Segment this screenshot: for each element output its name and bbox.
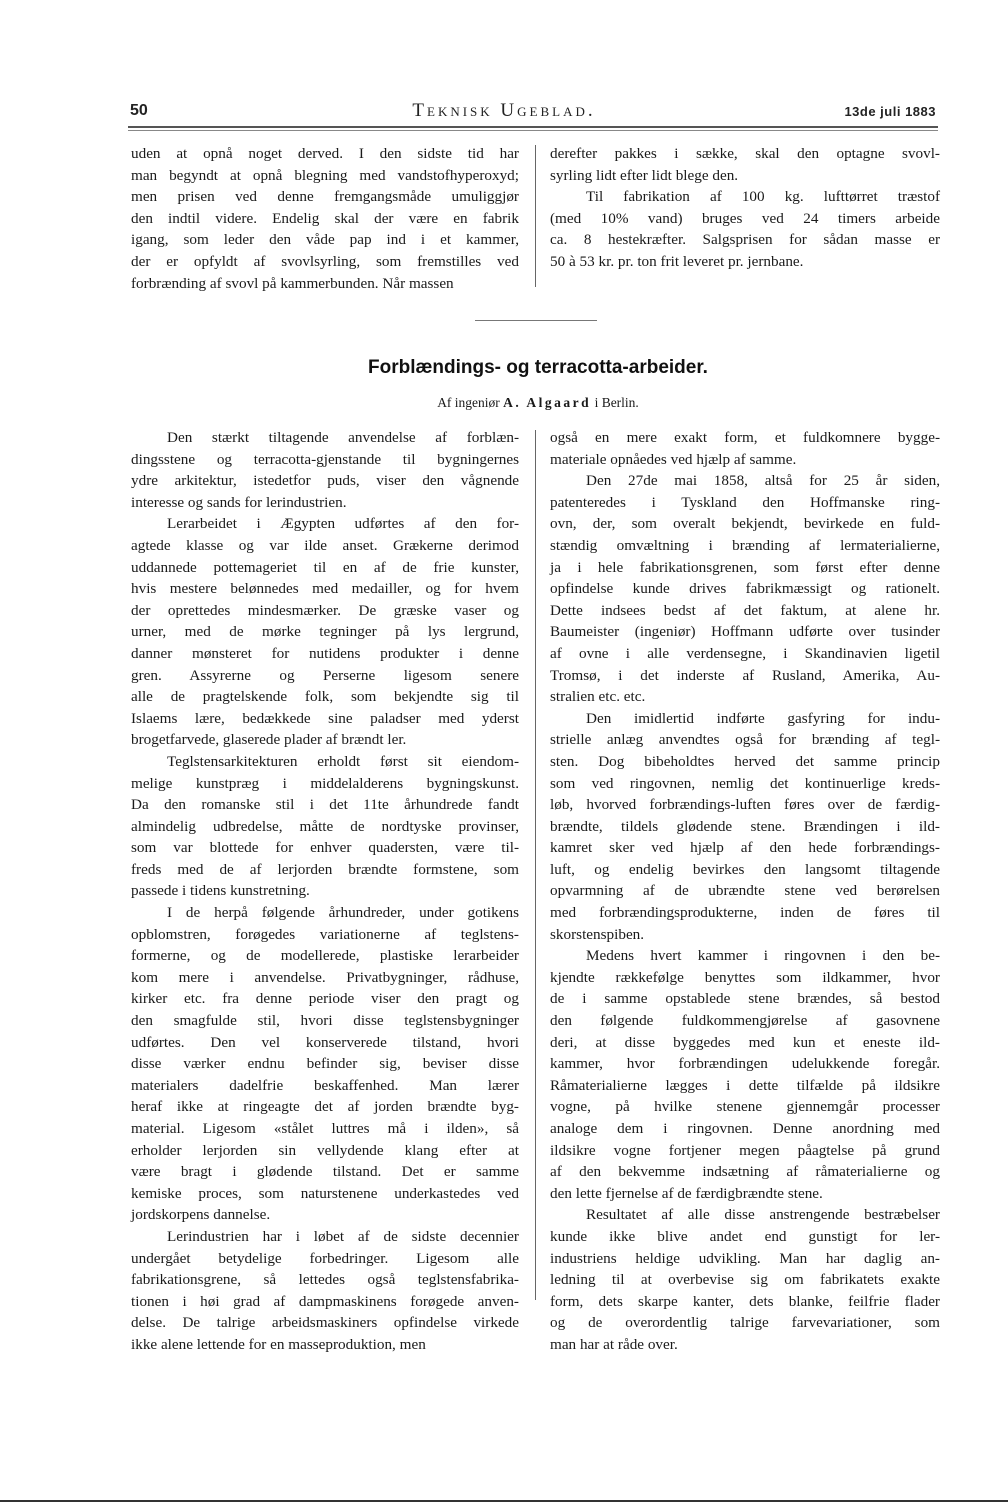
text-line: undergået betydelige forbedringer. Ligesom alle <box>131 1249 519 1267</box>
text-line: brændte, tildels glødende stene. Brændingen i ild- <box>550 817 940 835</box>
text-line: udførtes. Den vel konserverede tilstand, hvori <box>131 1033 519 1051</box>
text-line: opvarmning af de ubrændte stene ved berørelsen <box>550 882 940 900</box>
text-line: forbrænding af svovl på kammerbunden. Når massen <box>131 274 454 292</box>
text-line: kunde ikke blive andet end gunstigt for ler- <box>550 1227 940 1245</box>
text-line: opfindelse kunde drives fabrikmæssigt og rationelt. <box>550 580 940 598</box>
text-line: vogne, på hvilke stenene gjennemgår processer <box>550 1098 940 1116</box>
text-line: der er opfyldt af svovlsyrling, som fremstilles ved <box>131 252 519 270</box>
text-line: danner mønsteret for nutidens produkter i denne <box>131 644 519 662</box>
text-line: fabrikationsgrene, så lettedes også teglstensfabrika- <box>131 1271 519 1289</box>
text-line: passede i tidens kunstretning. <box>131 882 310 900</box>
text-line: være bragt i glødende tilstand. Det er samme <box>131 1163 519 1181</box>
text-line: Den stærkt tiltagende anvendelse af forblæn- <box>167 429 519 446</box>
text-line: den følgende fuldkommengjørelse af gasovnene <box>550 1012 940 1030</box>
text-line: patenteredes i Tyskland den Hoffmanske ring- <box>550 493 940 511</box>
byline-suffix: i Berlin. <box>594 395 639 410</box>
previous-article-right-column <box>550 143 940 273</box>
text-line: kammer, hvor forbrændingen udelukkende foregår. <box>550 1055 940 1073</box>
text-line: Lerarbeidet i Ægypten udførtes af den for- <box>167 515 519 533</box>
text-line: luft, og endelig bevirkes den langsomt tiltagende <box>550 860 940 878</box>
text-line: analoge dem i ringovnen. Denne anordning med <box>550 1120 940 1137</box>
text-line: alle de pragtelskende folk, som bekjendte sig til <box>131 688 519 706</box>
text-line: melige kunstpræg i middelalderens bygningskunst. <box>131 774 519 792</box>
text-line: agtede klasse og var ilde anset. Grækerne derimod <box>131 536 519 554</box>
text-line: uden at opnå noget derved. I den sidste tid har <box>131 145 519 162</box>
text-line: af ovne i alle verdensegne, i Skandinavien ligetil <box>550 644 940 662</box>
text-line: kemiske proces, som naturstenene underkastedes ved <box>131 1184 519 1202</box>
text-line: hvis mestere belønnedes med medailler, og for hvem <box>131 580 519 598</box>
section-divider <box>475 320 597 321</box>
issue-date: 13de juli 1883 <box>844 104 936 119</box>
text-line: ildsikre vogne fortjener megen påagtelse på grund <box>550 1141 940 1159</box>
text-line: heraf ikke at ringeagte det af jorden brændte byg- <box>131 1098 519 1116</box>
previous-article-left-column <box>131 143 519 294</box>
column-separator-main <box>535 430 536 1300</box>
text-line: igang, som leder den våde pap ind i et kammer, <box>131 231 519 249</box>
text-line: Dette indsees bedst af det faktum, at alene hr. <box>550 601 940 619</box>
text-line: ja i hele fabrikationsgrenen, som først efter denne <box>550 558 940 576</box>
text-line: ledning til at overbevise sig om fabrikatets exakte <box>550 1271 940 1289</box>
byline-author: A. Algaard <box>503 395 592 410</box>
header-rule-thin <box>128 130 938 131</box>
text-line: gren. Assyrerne og Perserne ligesom senere <box>131 666 519 684</box>
text-line: uddannede pottemageriet til en af de frie kunster, <box>131 558 519 576</box>
text-line: materiale opnåedes ved hjælp af samme. <box>550 450 797 468</box>
text-line: interesse og sands for lerindustrien. <box>131 493 347 511</box>
text-line: den smagfulde stil, hvori disse teglstensbygninger <box>131 1012 519 1030</box>
text-line: Den imidlertid indførte gasfyring for indu- <box>586 709 940 727</box>
header-rule <box>128 126 938 128</box>
text-line: ydre arkitektur, istedetfor puds, viser den vågnende <box>131 472 519 490</box>
article-left-column <box>131 427 519 1356</box>
text-line: også en mere exakt form, et fuldkomnere bygge- <box>550 429 940 446</box>
text-line: Tromsø, i det inderste af Rusland, Amerika, Au- <box>550 666 940 684</box>
text-line: derefter pakkes i sække, skal den optagne svovl- <box>550 145 940 162</box>
text-line: men prisen ved denne fremgangsmåde umuliggjør <box>131 188 519 206</box>
text-line: disse værker endnu befinder sig, beviser disse <box>131 1055 519 1073</box>
text-line: Resultatet af alle disse anstrengende bestræbelser <box>586 1206 940 1224</box>
text-line: af den bekvemme indsætning af råmaterialierne og <box>550 1163 940 1181</box>
text-line: erholder lerjorden sin vellydende klang efter at <box>131 1141 519 1159</box>
article-title: Forblændings- og terracotta-arbeider. <box>368 357 708 378</box>
text-line: brogetfarvede, glaserede plader af brændt ler. <box>131 731 407 749</box>
text-line: tionen i høi grad af dampmaskinens forøgede anven- <box>131 1292 519 1310</box>
text-line: materialers dadelfrie beskaffenhed. Man lærer <box>131 1076 519 1094</box>
text-line: almindelig udbredelse, måtte de nordtyske provinser, <box>131 817 519 835</box>
text-line: Da den romanske stil i det 11te århundrede fandt <box>131 796 519 814</box>
text-line: strielle anlæg anvendtes også for brænding af tegl- <box>550 731 940 749</box>
publication-masthead: Teknisk Ugeblad. <box>412 100 596 121</box>
page-number: 50 <box>130 102 148 119</box>
text-line: man har at råde over. <box>550 1335 678 1353</box>
text-line: I de herpå følgende århundreder, under gotikens <box>167 904 519 922</box>
article-right-column <box>550 427 940 1356</box>
page-bottom-edge <box>0 1500 1008 1502</box>
text-line: Den 27de mai 1858, altså for 25 år siden, <box>586 472 940 490</box>
text-line: syrling lidt efter lidt blege den. <box>550 166 739 184</box>
text-line: jordskorpens dannelse. <box>131 1206 271 1224</box>
text-line: ovn, der, som overalt bekjendt, bevirkede en fuld- <box>550 515 940 533</box>
text-line: som ved ringovnen, nemlig det kontinuerlige kreds- <box>550 774 940 792</box>
text-line: sten. Dog bibeholdtes herved det samme princip <box>550 752 940 770</box>
text-line: skorstenspiben. <box>550 925 645 943</box>
text-line: (med 10% vand) bruges ved 24 timers arbeide <box>550 209 940 227</box>
text-line: der oprettedes mindesmærker. De græske vaser og <box>131 601 519 619</box>
text-line: Baumeister (ingeniør) Hoffmann udførte over tusinder <box>550 623 940 641</box>
text-line: og de overordentlig talrige farvevariationer, som <box>550 1314 940 1332</box>
text-line: material. Ligesom «stålet luttres må i ilden», så <box>131 1120 519 1137</box>
text-line: 50 à 53 kr. pr. ton frit leveret pr. jernbane. <box>550 252 804 270</box>
text-line: løb, hvorved forbrændings-luften føres over de færdig- <box>550 796 940 814</box>
text-line: dingsstene og terracotta-gjenstande til bygningernes <box>131 450 519 468</box>
text-line: Islaems lære, bedækkede sine paladser med yderst <box>131 709 519 727</box>
text-line: Medens hvert kammer i ringovnen i den be- <box>586 947 940 965</box>
text-line: deri, at disse byggedes med kun et eneste ild- <box>550 1033 940 1051</box>
text-line: stændig omvæltning i brænding af lermaterialierne, <box>550 536 940 554</box>
text-line: industriens heldige udvikling. Man har daglig an- <box>550 1249 940 1267</box>
text-line: ikke alene lettende for en masseproduktion, men <box>131 1335 426 1353</box>
column-separator-top <box>535 145 536 287</box>
text-line: Råmaterialierne lægges i dette tilfælde på ildsikre <box>550 1076 940 1094</box>
text-line: stralien etc. etc. <box>550 688 646 706</box>
article-byline <box>0 395 1008 411</box>
text-line: Teglstensarkitekturen erholdt først sit eiendom- <box>167 752 519 770</box>
text-line: freds med de af lerjorden brændte formstene, som <box>131 860 519 878</box>
text-line: de i samme opstablede stene brændes, så bestod <box>550 990 940 1008</box>
text-line: man begyndt at opnå blegning med vandstofhyperoxyd; <box>131 166 519 184</box>
text-line: kjendte rækkefølge benyttes som ildkammer, hvor <box>550 968 940 986</box>
text-line: Lerindustrien har i løbet af de sidste decennier <box>167 1227 519 1245</box>
text-line: som var blottede for enhver quadersten, være til- <box>131 839 519 857</box>
text-line: den indtil videre. Endelig skal der være en fabrik <box>131 209 519 227</box>
text-line: ca. 8 hestekræfter. Salgsprisen for sådan masse er <box>550 231 940 249</box>
text-line: kirker etc. fra denne periode viser den pragt og <box>131 990 519 1008</box>
text-line: form, dets skarpe kanter, dets blanke, feilfrie flader <box>550 1292 940 1310</box>
text-line: med forbrændingsprodukterne, inden de føres til <box>550 904 940 922</box>
text-line: delse. De talrige arbeidsmaskiners opfindelse virkede <box>131 1314 519 1332</box>
text-line: Til fabrikation af 100 kg. lufttørret træstof <box>586 188 940 206</box>
text-line: den lette fjernelse af de færdigbrændte stene. <box>550 1184 823 1202</box>
text-line: kamret sker ved hjælp af den hede forbrændings- <box>550 839 940 857</box>
text-line: kom mere i anvendelse. Privatbygninger, rådhuse, <box>131 968 519 986</box>
text-line: formerne, og de modellerede, plastiske lerarbeider <box>131 947 519 965</box>
text-line: urner, med de mørke tegninger på lys lergrund, <box>131 623 519 641</box>
text-line: opblomstren, forøgedes variationerne af teglstens- <box>131 925 519 943</box>
byline-prefix: Af ingeniør <box>437 395 500 410</box>
